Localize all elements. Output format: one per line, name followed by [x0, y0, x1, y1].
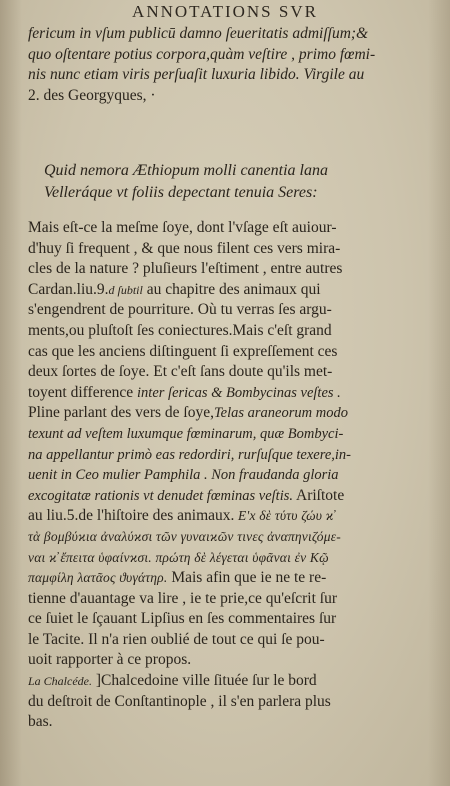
body-line: [28, 568, 426, 589]
body-line: bas.: [28, 713, 53, 731]
body-line: s'engendrent de pourriture. Où tu verras ſes argu-: [28, 301, 332, 319]
latin-quote: excogitatæ rationis vt denudet fœminas veſtis.: [28, 487, 293, 504]
body-line: [28, 403, 426, 424]
latin-quote: inter ſericas & Bombycinas veſtes .: [137, 384, 341, 401]
body-line: ce ſuiet le ſçauant Lipſius en ſes commentaires ſur: [28, 610, 337, 628]
top-passage-line: 2. des Georgyques, ·: [28, 86, 156, 104]
body-line: cas que les anciens diſtinguent ſi expreſſement ces: [28, 342, 338, 360]
body-line: Mais eſt-ce la meſme ſoye, dont l'vſage eſt auiour-: [28, 219, 337, 236]
body-line: tienne d'auantage va lire , ie te prie,ce qu'eſcrit ſur: [28, 589, 337, 607]
body-line: [28, 280, 426, 301]
body-line: [28, 671, 426, 692]
body-line: uoit rapporter à ce propos.: [28, 651, 192, 669]
body-line: [28, 383, 426, 404]
body-text: ]Chalcedoine ville ſituée ſur le bord: [92, 672, 317, 690]
latin-quote-line: uenit in Ceo mulier Pamphila . Non fraudanda gloria: [28, 467, 339, 484]
body-text: au chapitre des animaux qui: [142, 280, 321, 298]
body-text: Pline parlant des vers de ſoye,: [28, 404, 214, 422]
top-passage-line: [28, 65, 426, 86]
body-line: le Tacite. Il n'a rien oublié de tout ce qui ſe pou-: [28, 630, 325, 648]
body-line: cles de la nature ? pluſieurs l'eſtiment , entre autres: [28, 260, 343, 278]
commentary-body: [28, 218, 426, 733]
latin-quote: Telas araneorum modo: [213, 405, 348, 422]
body-line: [28, 486, 426, 507]
body-line: d'huy ſi frequent , & que nous filent ces vers mira-: [28, 239, 341, 257]
lemma-tag: La Chalcéde.: [28, 674, 92, 689]
verse-line: Velleráque vt foliis depectant tenuia Seres:: [44, 184, 318, 201]
top-passage-line-text: nis nunc etiam viris perſuaſit luxuria libido. Virgile au: [28, 66, 365, 84]
body-text: Ariſtote: [293, 486, 345, 504]
body-line: [28, 506, 426, 527]
body-text: au liu.5.de l'hiſtoire des animaux.: [28, 507, 235, 525]
page-gutter-shadow: [0, 0, 22, 786]
body-line: ments,ou pluſtoſt ſes coniectures.Mais c'eſt grand: [28, 321, 332, 339]
body-line: du deſtroit de Conſtantinople , il s'en parlera plus: [28, 692, 331, 710]
top-passage-line: quo oſtentare potius corpora,quàm veſtire , primo fœmi-: [28, 45, 376, 63]
body-text: Mais afin que ie ne te re-: [167, 569, 327, 587]
body-line: deux ſortes de ſoye. Et c'eſt ſans doute qu'ils met-: [28, 363, 333, 381]
body-text: Cardan.liu.9.: [28, 280, 109, 298]
latin-quote-line: na appellantur primò eas redordiri, rurſuſque texere,in-: [28, 446, 351, 463]
greek-quote-line: ναι ϰ̓ ἔπειτα ὑφαίνϰσι. πρώτη δὲ λέγεται ὑφᾶναι ἐν Κῷ: [28, 549, 329, 565]
latin-quote-line: texunt ad veſtem luxumque fœminarum, quæ Bombyci-: [28, 425, 344, 442]
greek-quote: παμφίλη λατᾶος ϑυγάτηρ.: [28, 570, 168, 586]
running-title: ANNOTATIONS SVR: [132, 2, 318, 21]
verse-quotation: [28, 160, 426, 204]
greek-quote-line: τὰ βομβύϰια ἀναλύϰσι τῶν γυναιϰῶν τινες ἀναπηνιζόμε-: [28, 528, 341, 544]
reference-note: d ſubtil: [108, 282, 143, 297]
greek-quote: E'x δὲ τύτυ ζώυ ϰ̓: [234, 508, 334, 524]
top-passage-line: fericum in vſum publicū damno ſeueritatis admiſſum;&: [28, 25, 369, 42]
top-passage: [28, 24, 426, 106]
verse-line: Quid nemora Æthiopum molli canentia lana: [44, 162, 328, 179]
body-text: toyent difference: [28, 383, 138, 401]
page-edge-shadow: [428, 0, 450, 786]
